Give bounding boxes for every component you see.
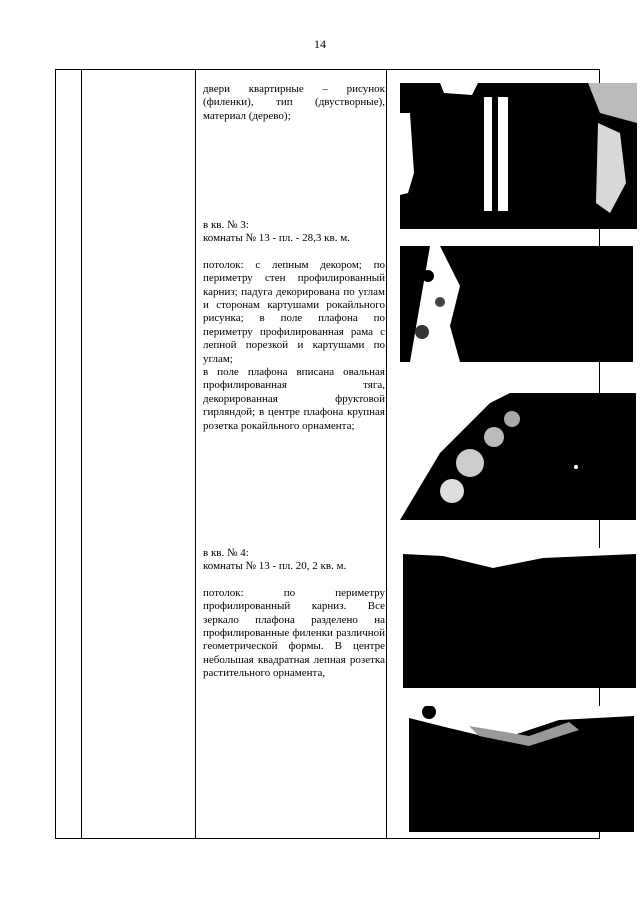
ceiling-description: потолок: по периметру профилированный карниз. Все зеркало плафона разделено на профилированные филенки различной геометрической формы. В центре небольшая квадратная лепная розетка растительного орнамента, — [203, 586, 385, 680]
description-block-apartment-4 — [203, 547, 385, 681]
ceiling-cornice-photo — [400, 246, 633, 362]
ceiling-garland-photo — [400, 393, 636, 520]
description-text: двери квартирные – рисунок (филенки), тип (двустворные), материал (дерево); — [203, 83, 385, 122]
description-block-doors — [203, 83, 385, 123]
page-number: 14 — [314, 37, 326, 51]
column-divider — [195, 70, 196, 838]
room-area: комнаты № 13 - пл. - 28,3 кв. м. — [203, 232, 350, 245]
ceiling-apartment-4-photo — [403, 548, 636, 688]
apartment-heading: в кв. № 4: — [203, 547, 249, 559]
room-area: комнаты № 13 - пл. 20, 2 кв. м. — [203, 560, 347, 573]
door-photo — [400, 83, 637, 229]
apartment-heading: в кв. № 3: — [203, 219, 249, 231]
column-divider — [386, 70, 387, 838]
ceiling-description: в поле плафона вписана овальная профилированная тяга, декорированная фруктовой гирляндой; в центре плафона крупная розетка рокайльного орнамента; — [203, 366, 385, 432]
ceiling-rosette-photo — [409, 706, 634, 832]
column-divider — [81, 70, 82, 838]
monument-table — [55, 69, 600, 839]
ceiling-description: потолок: с лепным декором; по периметру стен профилированный карниз; падуга декорирована по углам и сторонам картушами рокайльного рисунка; в поле плафона по периметру профилированная рама с лепной порезкой и картушами по углам; — [203, 258, 385, 365]
description-block-apartment-3 — [203, 219, 385, 433]
